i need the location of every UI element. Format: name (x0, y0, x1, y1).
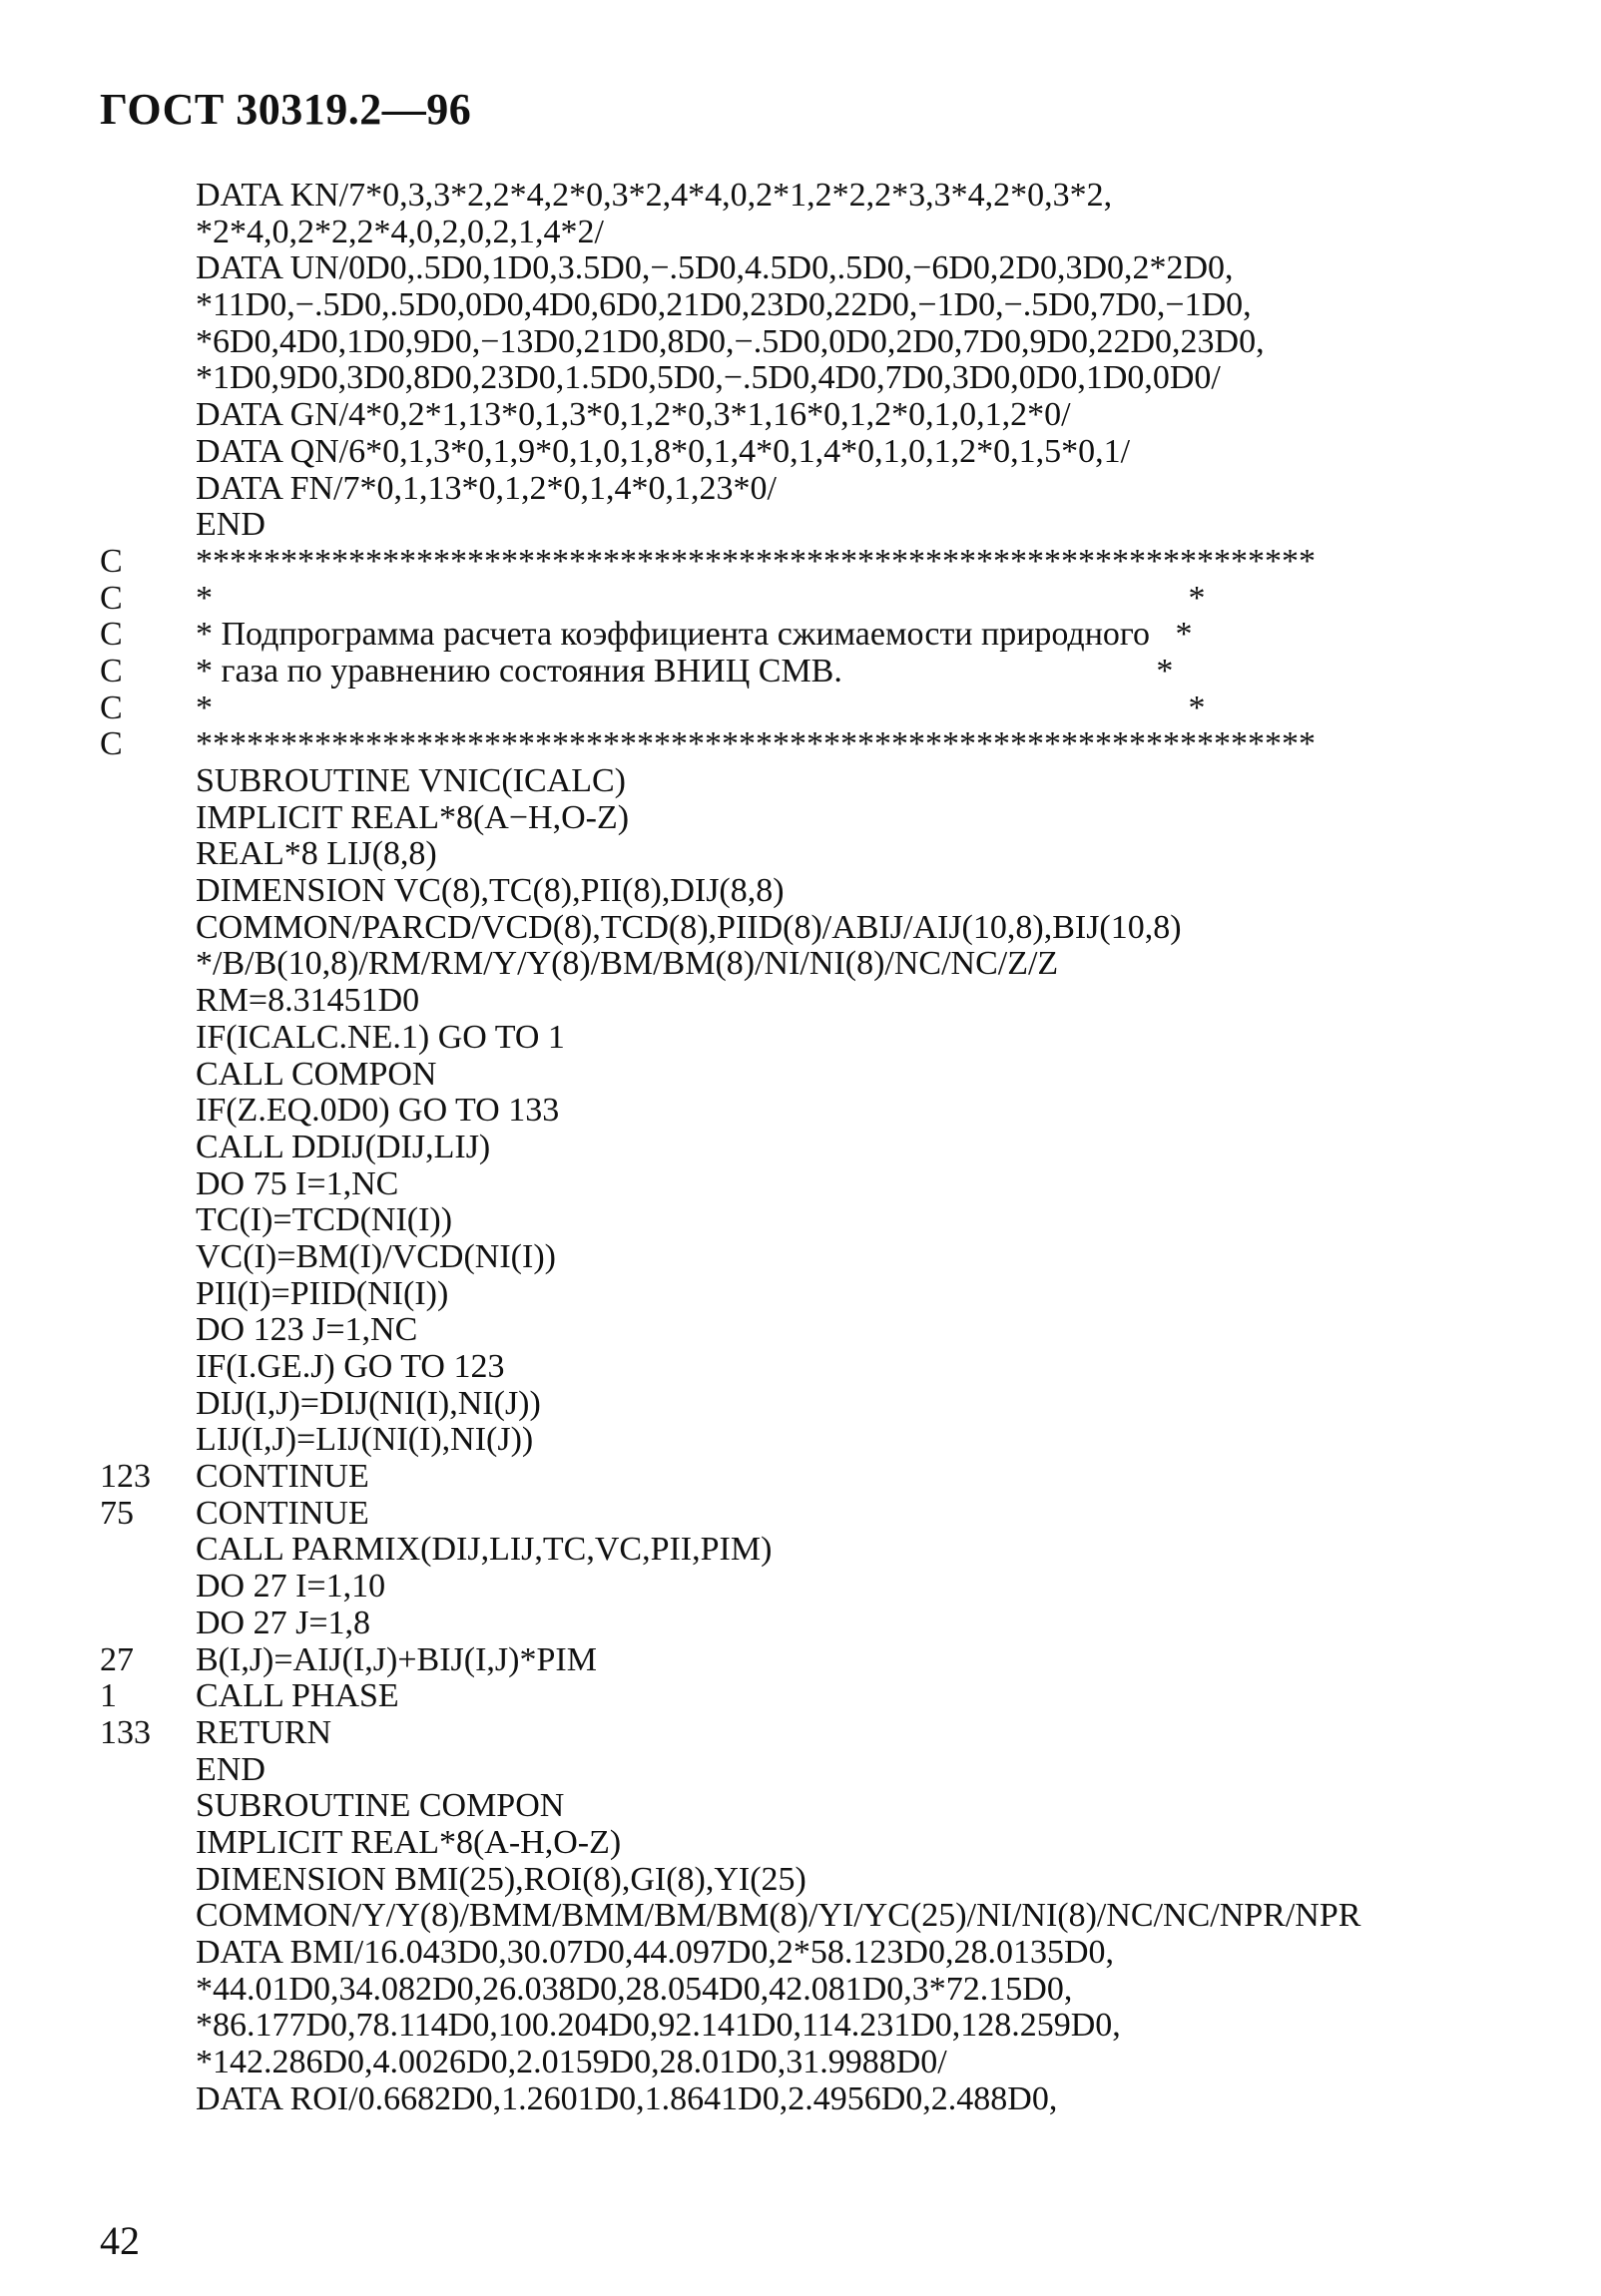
statement-text: DO 123 J=1,NC (196, 1311, 418, 1349)
statement-text: IF(Z.EQ.0D0) GO TO 133 (196, 1092, 560, 1130)
statement-text: ****************************************************************** (196, 725, 1316, 763)
document-header: ГОСТ 30319.2—96 (100, 85, 472, 134)
code-line (100, 983, 1537, 1020)
code-line (100, 1678, 1537, 1715)
statement-label: 123 (100, 1458, 151, 1496)
statement-text: * * (196, 579, 1206, 617)
code-line (100, 1020, 1537, 1057)
code-line (100, 1349, 1537, 1386)
statement-text: DIMENSION VC(8),TC(8),PII(8),DIJ(8,8) (196, 872, 785, 910)
statement-text: *1D0,9D0,3D0,8D0,23D0,1.5D0,5D0,−.5D0,4D0,7D0,3D0,0D0,1D0,0D0/ (196, 359, 1221, 397)
code-line (100, 1166, 1537, 1203)
statement-label: C (100, 579, 123, 617)
statement-text: CALL DDIJ(DIJ,LIJ) (196, 1128, 491, 1165)
statement-text: DATA ROI/0.6682D0,1.2601D0,1.8641D0,2.4956D0,2.488D0, (196, 2079, 1058, 2117)
statement-text: DATA KN/7*0,3,3*2,2*4,2*0,3*2,4*4,0,2*1,2*2,2*3,3*4,2*0,3*2, (196, 177, 1113, 214)
code-line (100, 1202, 1537, 1239)
code-line (100, 1532, 1537, 1569)
statement-text: PII(I)=PIID(NI(I)) (196, 1274, 449, 1312)
statement-text: DATA GN/4*0,2*1,13*0,1,3*0,1,2*0,3*1,16*0,1,2*0,1,0,1,2*0/ (196, 396, 1071, 434)
code-line (100, 763, 1537, 800)
code-line (100, 946, 1537, 983)
statement-text: CONTINUE (196, 1458, 369, 1496)
code-line (100, 1422, 1537, 1459)
code-line (100, 1606, 1537, 1642)
statement-text: SUBROUTINE VNIC(ICALC) (196, 762, 626, 799)
statement-text: CONTINUE (196, 1494, 369, 1532)
statement-text: ****************************************************************** (196, 542, 1316, 580)
statement-text: COMMON/PARCD/VCD(8),TCD(8),PIID(8)/ABIJ/AIJ(10,8),BIJ(10,8) (196, 908, 1182, 946)
code-line (100, 581, 1537, 618)
statement-label: C (100, 616, 123, 654)
statement-text: *142.286D0,4.0026D0,2.0159D0,28.01D0,31.9988D0/ (196, 2044, 947, 2081)
code-line (100, 1788, 1537, 1825)
code-line (100, 1496, 1537, 1533)
statement-label: 27 (100, 1640, 134, 1678)
statement-text: IF(I.GE.J) GO TO 123 (196, 1348, 505, 1385)
statement-label: 1 (100, 1677, 117, 1715)
statement-text: DIMENSION BMI(25),ROI(8),GI(8),YI(25) (196, 1860, 806, 1898)
code-line (100, 324, 1537, 361)
statement-label: C (100, 652, 123, 689)
statement-text: CALL PHASE (196, 1677, 399, 1715)
statement-text: DATA QN/6*0,1,3*0,1,9*0,1,0,1,8*0,1,4*0,1,4*0,1,0,1,2*0,1,5*0,1/ (196, 432, 1131, 470)
statement-label: 133 (100, 1713, 151, 1751)
code-line (100, 800, 1537, 837)
fortran-listing (100, 178, 1537, 2117)
statement-text: CALL PARMIX(DIJ,LIJ,TC,VC,PII,PIM) (196, 1531, 773, 1569)
code-line (100, 360, 1537, 397)
statement-text: DATA BMI/16.043D0,30.07D0,44.097D0,2*58.123D0,28.0135D0, (196, 1934, 1115, 1971)
code-line (100, 910, 1537, 947)
code-line (100, 873, 1537, 910)
code-line (100, 1972, 1537, 2009)
statement-text: DATA FN/7*0,1,13*0,1,2*0,1,4*0,1,23*0/ (196, 469, 777, 507)
statement-text: TC(I)=TCD(NI(I)) (196, 1201, 453, 1239)
statement-text: DO 27 J=1,8 (196, 1604, 371, 1641)
statement-text: *2*4,0,2*2,2*4,0,2,0,2,1,4*2/ (196, 213, 604, 250)
statement-label: C (100, 689, 123, 726)
statement-label: 75 (100, 1494, 134, 1532)
code-line (100, 836, 1537, 873)
code-line (100, 1276, 1537, 1313)
code-line (100, 1862, 1537, 1899)
code-line (100, 1569, 1537, 1606)
statement-text: IF(ICALC.NE.1) GO TO 1 (196, 1018, 565, 1056)
statement-text: B(I,J)=AIJ(I,J)+BIJ(I,J)*PIM (196, 1640, 597, 1678)
code-line (100, 1898, 1537, 1935)
code-line (100, 544, 1537, 581)
code-line (100, 690, 1537, 727)
statement-text: RM=8.31451D0 (196, 982, 420, 1020)
statement-text: *86.177D0,78.114D0,100.204D0,92.141D0,114.231D0,128.259D0, (196, 2007, 1121, 2045)
statement-text: IMPLICIT REAL*8(A-H,O-Z) (196, 1823, 622, 1861)
statement-label: C (100, 542, 123, 580)
code-line (100, 1935, 1537, 1972)
code-line (100, 654, 1537, 690)
code-line (100, 617, 1537, 654)
statement-text: IMPLICIT REAL*8(A−H,O-Z) (196, 798, 630, 836)
statement-text: */B/B(10,8)/RM/RM/Y/Y(8)/BM/BM(8)/NI/NI(8)/NC/NC/Z/Z (196, 945, 1059, 983)
statement-text: SUBROUTINE COMPON (196, 1787, 565, 1825)
code-line (100, 1312, 1537, 1349)
code-line (100, 471, 1537, 508)
statement-text: DO 27 I=1,10 (196, 1568, 386, 1606)
code-line (100, 1386, 1537, 1423)
statement-text: DATA UN/0D0,.5D0,1D0,3.5D0,−.5D0,4.5D0,.5D0,−6D0,2D0,3D0,2*2D0, (196, 249, 1234, 287)
statement-text: CALL COMPON (196, 1055, 437, 1093)
code-line (100, 2045, 1537, 2081)
code-line (100, 1130, 1537, 1166)
statement-text: END (196, 1750, 266, 1788)
statement-text: DO 75 I=1,NC (196, 1164, 399, 1202)
code-line (100, 726, 1537, 763)
statement-text: *6D0,4D0,1D0,9D0,−13D0,21D0,8D0,−.5D0,0D0,2D0,7D0,9D0,22D0,23D0, (196, 322, 1265, 360)
code-line (100, 215, 1537, 251)
page-number: 42 (100, 2218, 140, 2263)
statement-text: COMMON/Y/Y(8)/BMM/BMM/BM/BM(8)/YI/YC(25)/NI/NI(8)/NC/NC/NPR/NPR (196, 1897, 1361, 1935)
statement-label: C (100, 725, 123, 763)
code-line (100, 1459, 1537, 1496)
code-line (100, 178, 1537, 215)
code-line (100, 507, 1537, 544)
statement-text: * * (196, 689, 1206, 726)
statement-text: * газа по уравнению состояния ВНИЦ СМВ. * (196, 652, 1174, 689)
statement-text: VC(I)=BM(I)/VCD(NI(I)) (196, 1237, 556, 1275)
statement-text: END (196, 506, 266, 544)
code-line (100, 1093, 1537, 1130)
code-line (100, 434, 1537, 471)
code-line (100, 1057, 1537, 1094)
statement-text: LIJ(I,J)=LIJ(NI(I),NI(J)) (196, 1421, 534, 1459)
code-line (100, 2081, 1537, 2118)
code-line (100, 1752, 1537, 1789)
statement-text: * Подпрограмма расчета коэффициента сжимаемости природного * (196, 616, 1193, 654)
code-line (100, 1642, 1537, 1679)
code-line (100, 250, 1537, 287)
statement-text: REAL*8 LIJ(8,8) (196, 835, 437, 873)
statement-text: *44.01D0,34.082D0,26.038D0,28.054D0,42.081D0,3*72.15D0, (196, 1970, 1073, 2008)
code-line (100, 287, 1537, 324)
code-line (100, 2008, 1537, 2045)
code-line (100, 397, 1537, 434)
statement-text: RETURN (196, 1713, 331, 1751)
code-line (100, 1715, 1537, 1752)
statement-text: *11D0,−.5D0,.5D0,0D0,4D0,6D0,21D0,23D0,22D0,−1D0,−.5D0,7D0,−1D0, (196, 286, 1252, 324)
code-line (100, 1825, 1537, 1862)
statement-text: DIJ(I,J)=DIJ(NI(I),NI(J)) (196, 1384, 541, 1422)
code-line (100, 1239, 1537, 1276)
